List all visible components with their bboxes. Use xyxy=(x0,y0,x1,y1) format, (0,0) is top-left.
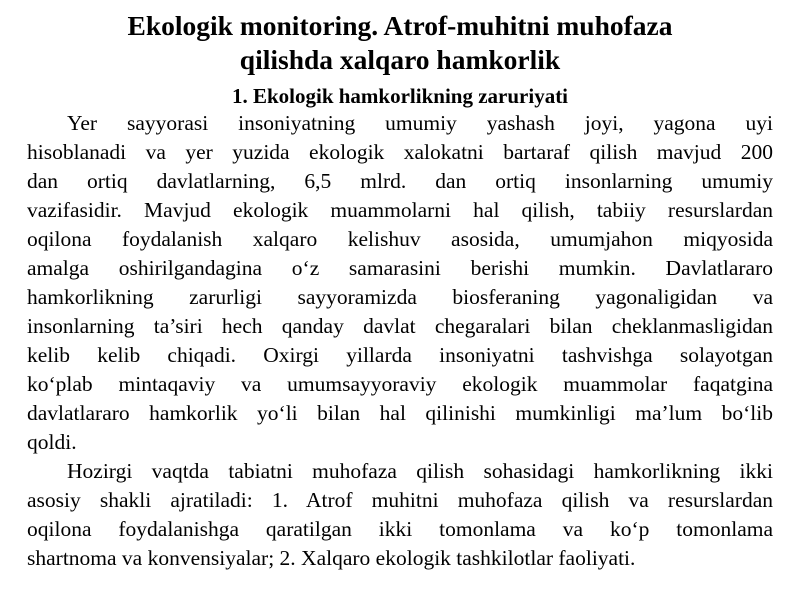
paragraph-line: kelib kelib chiqadi. Oxirgi yillarda insoniyatni tashvishga solayotgan xyxy=(27,343,773,367)
paragraph-line: vazifasidir. Mavjud ekologik muammolarni hal qilish, tabiiy resurslardan xyxy=(27,198,773,222)
paragraph-line: amalga oshirilgandagina o‘z samarasini berishi mumkin. Davlatlararo xyxy=(27,256,773,280)
title-line: Ekologik monitoring. Atrof-muhitni muhofaza xyxy=(127,10,673,41)
paragraph-line: Yer sayyorasi insoniyatning umumiy yashash joyi, yagona uyi xyxy=(67,111,773,135)
paragraph-line: hamkorlikning zarurligi sayyoramizda biosferaning yagonaligidan va xyxy=(27,285,773,309)
title-line: qilishda xalqaro hamkorlik xyxy=(239,44,561,75)
body-paragraph xyxy=(27,457,773,573)
paragraph-line: davlatlararo hamkorlik yo‘li bilan hal qilinishi mumkinligi ma’lum bo‘lib xyxy=(27,401,773,425)
paragraph-line: Hozirgi vaqtda tabiatni muhofaza qilish sohasidagi hamkorlikning ikki xyxy=(67,459,773,483)
section-heading: 1. Ekologik hamkorlikning zaruriyati xyxy=(231,84,569,108)
paragraph-line: asosiy shakli ajratiladi: 1. Atrof muhitni muhofaza qilish va resurslardan xyxy=(27,488,773,512)
paragraph-line: ko‘plab mintaqaviy va umumsayyoraviy ekologik muammolar faqatgina xyxy=(27,372,773,396)
paragraph-line: hisoblanadi va yer yuzida ekologik xalokatni bartaraf qilish mavjud 200 xyxy=(27,140,773,164)
paragraph-line: dan ortiq davlatlarning, 6,5 mlrd. dan ortiq insonlarning umumiy xyxy=(27,169,773,193)
page-title xyxy=(27,9,773,77)
paragraph-line: shartnoma va konvensiyalar; 2. Xalqaro ekologik tashkilotlar faoliyati. xyxy=(27,546,636,570)
body-paragraph xyxy=(27,109,773,457)
paragraph-line: oqilona foydalanishga qaratilgan ikki tomonlama va ko‘p tomonlama xyxy=(27,517,773,541)
paragraph-line: oqilona foydalanish xalqaro kelishuv asosida, umumjahon miqyosida xyxy=(27,227,773,251)
paragraph-line: qoldi. xyxy=(27,430,77,454)
paragraph-line: insonlarning ta’siri hech qanday davlat chegaralari bilan cheklanmasligidan xyxy=(27,314,773,338)
